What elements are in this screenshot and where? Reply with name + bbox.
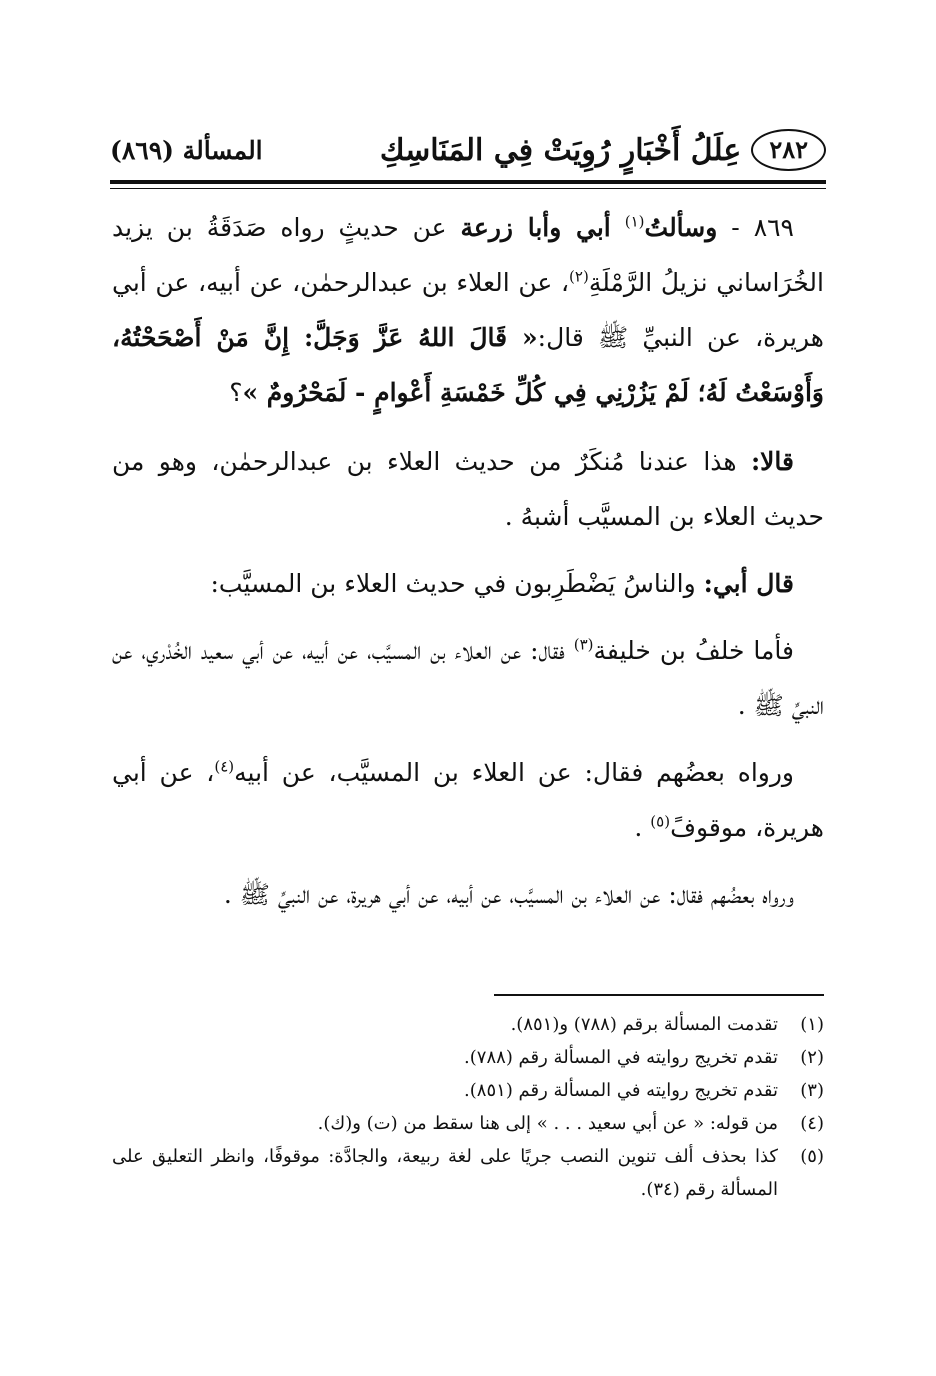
rawahu1-text-1: ورواه بعضُهم فقال: عن العلاء بن المسيَّب، عن أبيه: [234, 758, 795, 787]
footnote-item: [112, 1140, 824, 1206]
rawahu-paragraph-2: [112, 867, 824, 922]
header-title-group: [380, 129, 826, 171]
footnote-text: من قوله: « عن أبي سعيد . . . » إلى هنا سقط من (ت) و(ك).: [317, 1113, 778, 1134]
abi-label: قال أبي:: [703, 569, 794, 598]
question-text-1: عن حديثٍ رواه صَدَقَةُ بن يزيد الخُرَاساني نزيلُ الرَّمْلَةِ: [112, 213, 824, 297]
footnote-number: (٥): [800, 1146, 824, 1167]
header-rule-thin: [110, 188, 826, 189]
question-text-2: ، عن العلاء بن عبدالرحمٰن، عن أبيه، عن أبي هريرة، عن النبيِّ ﷺ قال:: [112, 268, 824, 352]
footnote-text: تقدم تخريج روايته في المسألة رقم (٧٨٨).: [464, 1047, 778, 1068]
abi-text: والناسُ يَضْطَرِبون في حديث العلاء بن المسيَّب:: [210, 569, 704, 598]
footnote-ref-2[interactable]: (٢): [569, 267, 589, 286]
book-title: عِلَلُ أَخْبَارٍ رُوِيَتْ فِي المَنَاسِكِ: [379, 132, 742, 168]
khalaf-text-2: فقال: عن العلاء بن المسيَّب، عن أبيه، عن أبي سعيد الخُدْري، عن النبيِّ ﷺ .: [112, 636, 824, 720]
rawahu2-text: ورواه بعضُهم فقال: عن العلاء بن المسيَّب، عن أبيه، عن أبي هريرة، عن النبيِّ ﷺ .: [223, 880, 794, 909]
question-number: ٨٦٩ -: [717, 213, 794, 242]
footnote-text: كذا بحذف ألف تنوين النصب جريًا على لغة ربيعة، والجادَّة: موقوفًا، وانظر التعليق على المسألة رقم (٣٤).: [112, 1146, 778, 1200]
question-asked: وسألتُ: [644, 213, 718, 242]
question-asked-whom: أبي وأبا زرعة: [460, 213, 611, 242]
header-rule-thick: [110, 180, 826, 184]
footnote-number: (٤): [800, 1113, 824, 1134]
footnote-text: تقدمت المسألة برقم (٧٨٨) و(٨٥١).: [510, 1014, 778, 1035]
page-number: ٢٨٢: [751, 129, 826, 171]
main-text: [112, 200, 824, 934]
section-label: المسألة (٨٦٩): [110, 135, 263, 165]
footnote-separator: [494, 994, 824, 996]
khalaf-text-1: فأما خلفُ بن خليفة: [593, 636, 795, 665]
rawahu-paragraph-1: [112, 745, 824, 855]
question-end: ؟: [229, 378, 243, 407]
footnote-item: [112, 1041, 824, 1074]
footnotes: [112, 1008, 824, 1206]
footnote-ref-5[interactable]: (٥): [650, 812, 671, 831]
khalaf-paragraph: [112, 623, 824, 733]
page-header: [110, 122, 826, 178]
footnote-item: [112, 1107, 824, 1140]
footnote-number: (١): [800, 1014, 824, 1035]
footnote-item: [112, 1008, 824, 1041]
hadith-text: « قَالَ اللهُ عَزَّ وَجَلَّ: إِنَّ مَنْ أَصْحَحْتُهُ، وَأَوْسَعْتُ لَهُ؛ لَمْ يَزُرْنِي فِي كُلِّ خَمْسَةِ أَعْوامٍ - لَمَحْرُومٌ »: [112, 323, 824, 407]
footnote-ref-1[interactable]: (١): [624, 212, 645, 231]
answer-paragraph: [112, 434, 824, 544]
rawahu1-text-2: ، عن أبي هريرة، موقوفً: [112, 758, 824, 842]
answer-text: هذا عندنا مُنكَرٌ من حديث العلاء بن عبدالرحمٰن، وهو من حديث العلاء بن المسيَّب أشبهُ .: [112, 447, 824, 531]
footnote-number: (٣): [800, 1080, 824, 1101]
footnote-text: تقدم تخريج روايته في المسألة رقم (٨٥١).: [464, 1080, 778, 1101]
rawahu1-text-3: .: [634, 813, 651, 842]
footnote-number: (٢): [800, 1047, 824, 1068]
question-paragraph: [112, 200, 824, 420]
answer-label: قالا:: [750, 447, 794, 476]
abi-paragraph: [112, 556, 824, 611]
footnote-ref-3[interactable]: (٣): [573, 635, 594, 654]
footnote-ref-4[interactable]: (٤): [214, 757, 235, 776]
footnote-item: [112, 1074, 824, 1107]
